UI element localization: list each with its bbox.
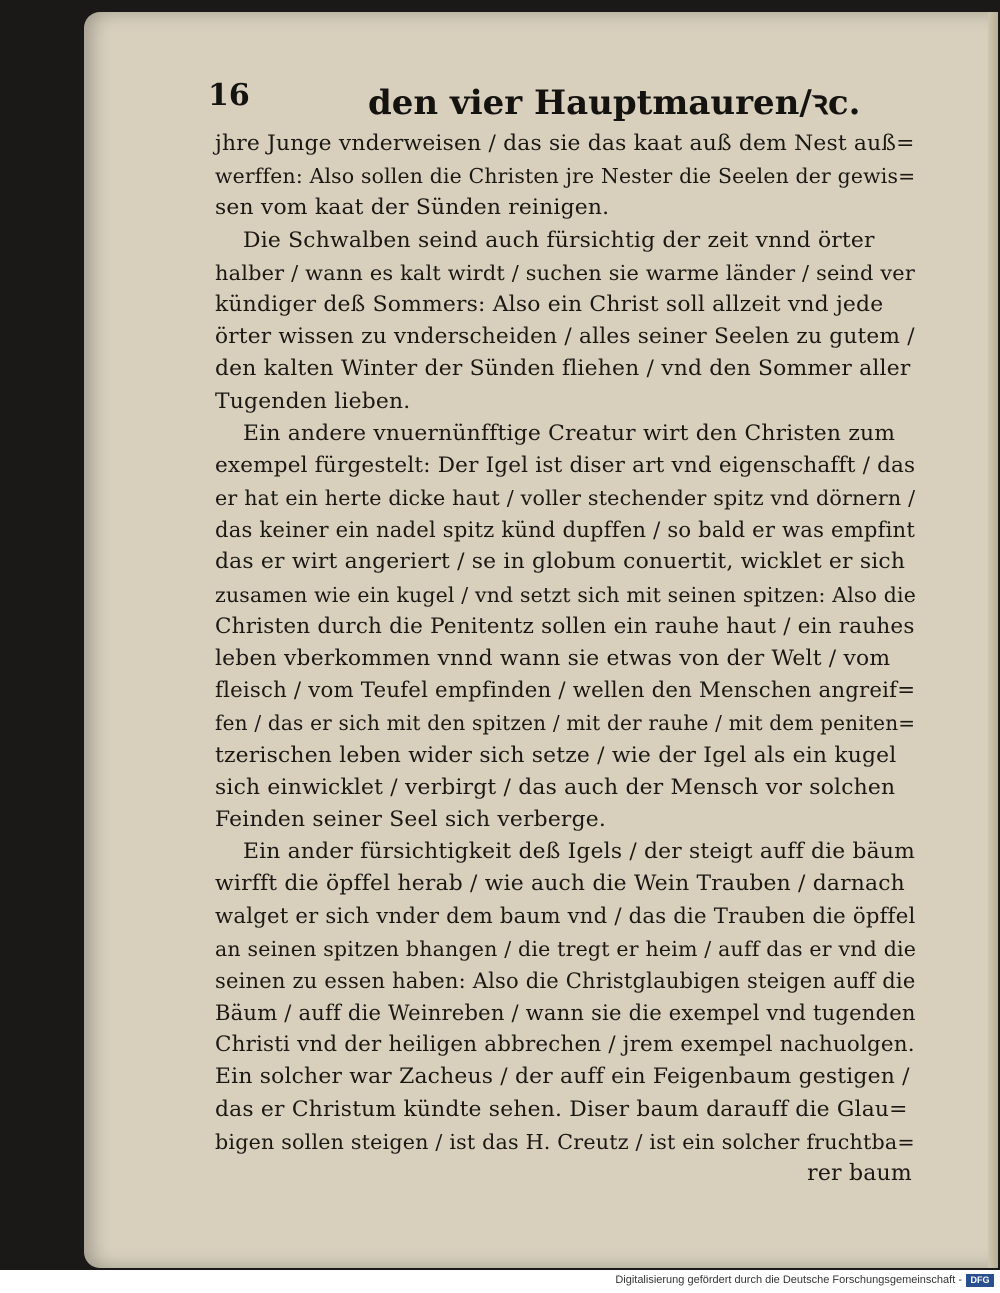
text-line: das er wirt angeriert / se in globum conuertit, wicklet er sich — [215, 549, 906, 575]
text-line: sen vom kaat der Sünden reinigen. — [215, 195, 610, 221]
text-line: rer baum — [807, 1161, 912, 1186]
page-number: 16 — [208, 78, 250, 113]
page-header — [208, 72, 861, 123]
text-line: leben vberkommen vnnd wann sie etwas von der Welt / vom — [215, 646, 891, 671]
text-line: sich einwicklet / verbirgt / das auch der Mensch vor solchen — [215, 774, 896, 800]
text-line: fen / das er sich mit den spitzen / mit der rauhe / mit dem peniten= — [215, 711, 916, 736]
text-line: Tugenden lieben. — [215, 388, 411, 414]
text-line: Christi vnd der heiligen abbrechen / jrem exempel nachuolgen. — [215, 1032, 915, 1058]
text-line: er hat ein herte dicke haut / voller stechender spitz vnd dörnern / — [215, 486, 916, 511]
text-line: örter wissen zu vnderscheiden / alles seiner Seelen zu gutem / — [215, 324, 915, 350]
text-line: tzerischen leben wider sich setze / wie der Igel als ein kugel — [215, 742, 897, 768]
text-line: Bäum / auff die Weinreben / wann sie die exempel vnd tugenden — [215, 1000, 916, 1026]
body-text — [215, 128, 920, 1190]
footer-bar — [0, 1270, 1000, 1293]
text-line: fleisch / vom Teufel empfinden / wellen den Menschen angreif= — [215, 678, 916, 704]
text-line: kündiger deß Sommers: Also ein Christ soll allzeit vnd jede — [215, 291, 884, 317]
text-line: Feinden seiner Seel sich verberge. — [215, 806, 606, 832]
text-line: Ein andere vnuernünfftige Creatur wirt den Christen zum — [243, 420, 896, 446]
text-line: das keiner ein nadel spitz künd dupffen / so bald er was empfint — [215, 517, 916, 543]
text-line: Die Schwalben seind auch fürsichtig der zeit vnnd örter — [243, 227, 875, 253]
text-line: Ein ander fürsichtigkeit deß Igels / der steigt auff die bäum — [243, 839, 915, 865]
text-line: exempel fürgestelt: Der Igel ist diser art vnd eigenschafft / das — [215, 452, 916, 478]
text-line: bigen sollen steigen / ist das H. Creutz / ist ein solcher fruchtba= — [215, 1129, 915, 1154]
text-line: Christen durch die Penitentz sollen ein rauhe haut / ein rauhes — [215, 613, 915, 639]
text-line: werffen: Also sollen die Christen jre Nester die Seelen der gewis= — [215, 164, 916, 189]
text-line: zusamen wie ein kugel / vnd setzt sich mit seinen spitzen: Also die — [215, 582, 916, 607]
text-line: das er Christum kündte sehen. Diser baum darauff die Glau= — [215, 1096, 908, 1122]
text-line: halber / wann es kalt wirdt / suchen sie warme länder / seind ver — [215, 260, 915, 285]
text-line: wirfft die öpffel herab / wie auch die Wein Trauben / darnach — [215, 871, 905, 897]
text-line: walget er sich vnder dem baum vnd / das die Trauben die öpffel — [215, 903, 916, 929]
page-edge — [988, 12, 998, 1268]
dfg-logo: DFG — [966, 1274, 994, 1287]
text-line: den kalten Winter der Sünden fliehen / vnd den Sommer aller — [215, 356, 911, 382]
funding-credit: Digitalisierung gefördert durch die Deutsche Forschungsgemeinschaft - — [615, 1274, 962, 1286]
text-line: jhre Junge vnderweisen / das sie das kaat auß dem Nest auß= — [215, 131, 915, 156]
running-head: den vier Hauptmauren/ꝛc. — [368, 83, 861, 123]
text-line: Ein solcher war Zacheus / der auff ein Feigenbaum gestigen / — [215, 1064, 910, 1090]
text-line: seinen zu essen haben: Also die Christglaubigen steigen auff die — [215, 967, 916, 993]
text-line: an seinen spitzen bhangen / die tregt er heim / auff das er vnd die — [215, 936, 917, 961]
